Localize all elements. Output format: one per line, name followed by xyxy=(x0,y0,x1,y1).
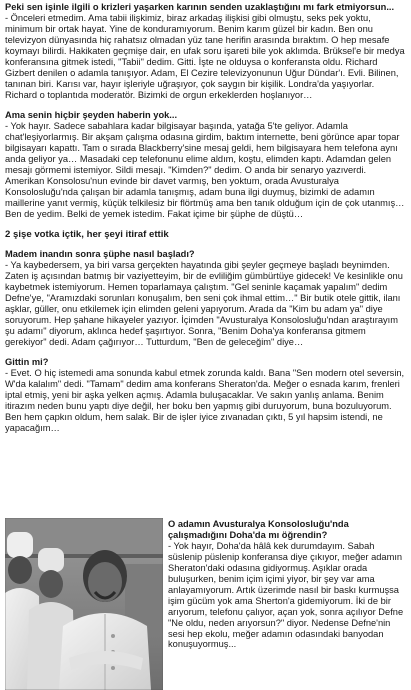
answer-5: - Yok hayır, Doha'da hâlâ kek durumdayım. Sabah süslenip püslenip konferansa diye çıkıyor, meğer adamın Sheraton'daki odasına gidiyormuş. Aşıklar orada buluşurken, benim içim içimi yiyor, bir şey var ama anlayamıyorum. Artık üzerimde nasıl bir baskı kurmuşsa işim gücüm yok ama Sherton'a gidemiyorum. İki de bir arıyorum, telefonu çalıyor, açan yok, sonra açılıyor Defne "Ne oldu, neden arıyorsun?" diyor. Nedense Defne'nin sesi hep ekolu, meğer adamın odasındaki banyodan konuşuyormuş... xyxy=(168,540,404,650)
answer-2: - Yok hayır. Sadece sabahlara kadar bilgisayar başında, yatağa 5'te geliyor. Adamla chat'leşiyorlarmış. Bir akşam çalışma odasına girdim, baktım internette, beni görünce apar topar bilgisayarı kapattı. Tam o sırada Blackberry'sine mesaj geldi, hem bilgisayara hem telefona aynı anda geliyor ya… Masadaki cep telefonunu elime aldım, koştu, elimden kaptı. Adamdan gelen mesajı görmemi istemiyor. Sildi mesajı. "Kimden?" dedim. O anda bir senaryo yazıverdi. Amerikan Konsolosu'nun evinde bir davet varmış, ben yoktum, orada Avusturalya Konsolosluğu'nda çalışan bir adamla tanışmış, adam buna ilgi duymuş, bizimki de adamın maillerine yanıt vermiş, küçük telkilesiz bir flörtmüş ama ben tanık olduğum için de çok utanmış… Ben de yedim. Belki de yemek istedim. Fakat içime bir şüphe de düştü… xyxy=(5,121,405,219)
question-3: Madem inandın sonra şüphe nasıl başladı? xyxy=(5,249,195,259)
question-5: O adamın Avusturalya Konsolosluğu'nda çalışmadığını Doha'da mı öğrendin? xyxy=(168,519,349,540)
answer-4: - Evet. O hiç istemedi ama sonunda kabul etmek zorunda kaldı. Bana "Sen modern otel seversin, W'da kalalım" dedi. "Tamam" dedim ama konferans Sheraton'da. Meğer o esnada karım, frenleri iptal etmiş, yeni bir aşka yelken açmış. Adamla buluşacaklar. Ve sakın yanlış anlama. Benim itirazım neden bunu yaptı diye değil, her boku ben yapmış gibi duruyorum, buna bozuluyorum. Ben hem çapkın oldum, hem salak. Bir de işler iyice zıvanadan çıktı, 5 yıl hapsim istendi, ne yapacağım… xyxy=(5,368,405,433)
question-4: Gittin mi? xyxy=(5,357,49,367)
article xyxy=(5,2,406,650)
answer-1: - Önceleri etmedim. Ama tabii ilişkimiz, biraz arkadaş ilişkisi gibi olmuştu, seks pek yoktu, minimum bir ortak hayat. Yine de konduramıyorum. Benim karım güzel bir kadın. Ben onu televizyon dünyasında hiç rahatsız olmadan yüz tane herifin arasında bıraktım. O hep mesafe koymayı bilirdi. Hakikaten geçmişe dair, en ufak soru işareti bile yok aklımda. Brüksel'e bir medya konferansına gitmek istedi, "Tabii" dedim. Gitti. İşte ne olduysa o konferansta oldu. Richard Gizbert denilen o adamla tanışıyor. Adam, El Cezire televizyonunun Uğur Dündar'ı. Evli. Bilinen, tanınan biri. Karısı var, hayır işleriyle uğraşıyor, çok saygın bir kişilik. Londra'da yaşıyorlar. Richard o toplantıda moderatör. Bizimki de orgun erkeklerden hoşlanıyor… xyxy=(5,13,405,100)
bottom-block xyxy=(5,518,406,690)
answer-3: - Ya kaybedersem, ya biri varsa gerçekten hayatında gibi şeyler geçmeye başladı beynimden. Zaten iş açısından batmış bir vaziyetteyim, bir de evliliğim gümbürtüye gidecek! Ve kesinlikle onu kaybetmek istemiyorum. Hemen toparlamaya çalıştım. "Gel seninle kaçamak yapalım" dedim Defne'ye, "Aramızdaki sorunları konuşalım, ben seni çok ihmal ettim…" Bir butik otele gittik, ilanı aşklar, güller, onu etkilemek için elimden geleni yapıyorum. Arada da "Kim bu adam ya" diye soruyorum. Hep şahane hikayeler yazıyor. İçimden "Avusturalya Konsolosluğu'ndan araştırayım şu adamı" diyorum, aklınca hedef şaşırtıyor. Sonra, "Benim Doha'ya konferansa gitmem gerekiyor" dedi. Adam çağırıyor… Tutturdum, "Ben de geleceğim" diye… xyxy=(5,260,403,347)
section-heading: 2 şişe votka içtik, her şeyi itiraf ettik xyxy=(5,229,169,240)
right-column xyxy=(168,519,408,650)
question-1: Peki sen işinle ilgili o krizleri yaşarken karının senden uzaklaştığını mı fark etmiyorsun... xyxy=(5,2,395,12)
question-2: Ama senin hiçbir şeyden haberin yok... xyxy=(5,110,178,120)
chef-photo xyxy=(5,518,163,690)
